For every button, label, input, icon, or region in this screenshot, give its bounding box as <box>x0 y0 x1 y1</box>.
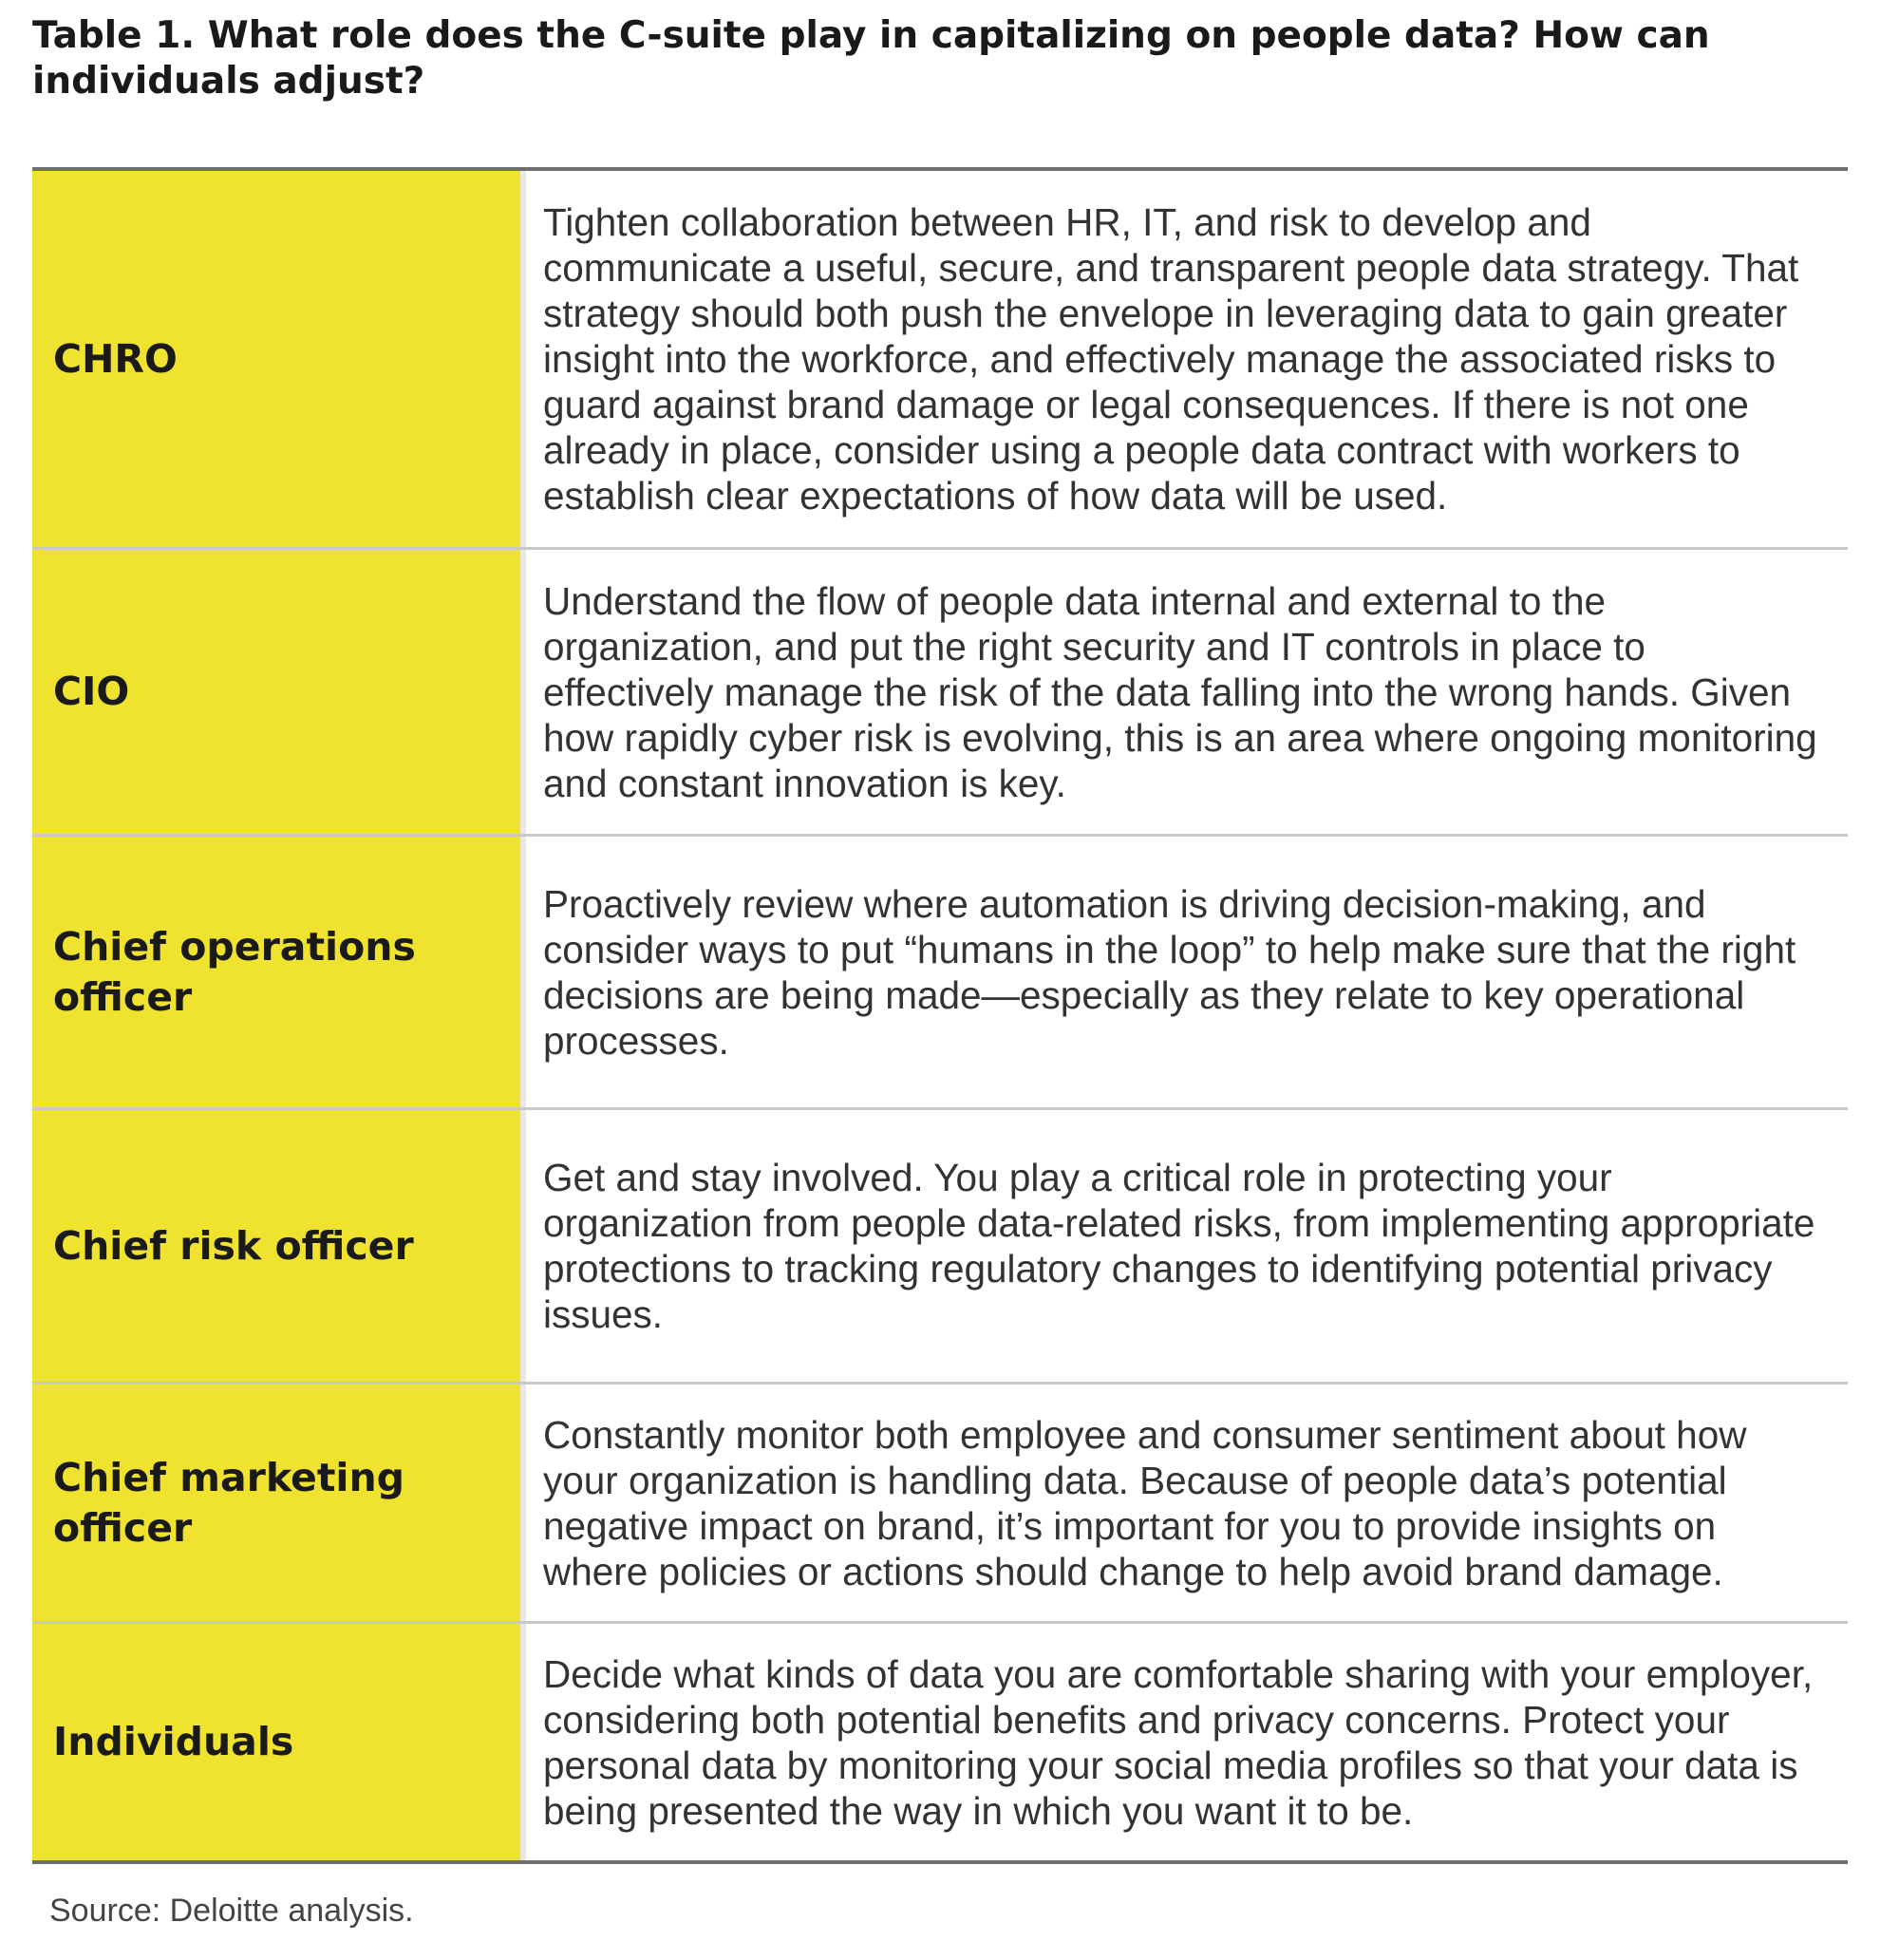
table-row-individuals <box>32 1624 1848 1860</box>
role-cell-chro: CHRO <box>32 171 520 547</box>
role-cell-coo: Chief operations officer <box>32 837 520 1107</box>
description-text: Understand the flow of people data internal and external to the organization, and put the right security and IT controls in place to effectively manage the risk of the data falling into the wrong hands. Given how rapidly cyber risk is evolving, this is an area where ongoing monitoring and constant innovation is key. <box>543 578 1817 805</box>
description-cell-cro <box>526 1110 1848 1382</box>
roles-table <box>32 167 1848 1864</box>
description-text: Proactively review where automation is driving decision-making, and consider ways to put “humans in the loop” to help make sure that the right decisions are being made—especially as they relate to key operational processes. <box>543 881 1796 1063</box>
description-text: Tighten collaboration between HR, IT, and risk to develop and communicate a useful, secure, and transparent people data strategy. That strategy should both push the envelope in leveraging data to gain greater insight into the workforce, and effectively manage the associated risks to guard against brand damage or legal consequences. If there is not one already in place, consider using a people data contract with workers to establish clear expectations of how data will be used. <box>543 200 1799 518</box>
table-row-cro <box>32 1110 1848 1385</box>
table-row-chro <box>32 171 1848 550</box>
description-cell-individuals <box>526 1624 1848 1860</box>
role-cell-cio: CIO <box>32 550 520 834</box>
source-note: Source: Deloitte analysis. <box>49 1893 414 1929</box>
description-cell-coo <box>526 837 1848 1107</box>
description-cell-cmo <box>526 1385 1848 1621</box>
role-cell-individuals: Individuals <box>32 1624 520 1860</box>
role-cell-cro: Chief risk officer <box>32 1110 520 1382</box>
table-row-coo <box>32 837 1848 1110</box>
description-text: Decide what kinds of data you are comfortable sharing with your employer, considering both potential benefits and privacy concerns. Protect your personal data by monitoring your social media profiles so that your data is being presented the way in which you want it to be. <box>543 1651 1814 1833</box>
description-cell-chro <box>526 171 1848 547</box>
table-row-cmo <box>32 1385 1848 1624</box>
role-cell-cmo: Chief marketing officer <box>32 1385 520 1621</box>
description-text: Get and stay involved. You play a critical role in protecting your organization from people data-related risks, from implementing appropriate protections to tracking regulatory changes to identifying potential privacy issues. <box>543 1156 1815 1336</box>
description-text: Constantly monitor both employee and consumer sentiment about how your organization is handling data. Because of people data’s potential negative impact on brand, it’s important for you to provide insights on where policies or actions should change to help avoid brand damage. <box>543 1412 1747 1593</box>
table-row-cio <box>32 550 1848 837</box>
description-cell-cio <box>526 550 1848 834</box>
table-title: Table 1. What role does the C-suite play in capitalizing on people data? How can individuals adjust? <box>32 14 1710 103</box>
